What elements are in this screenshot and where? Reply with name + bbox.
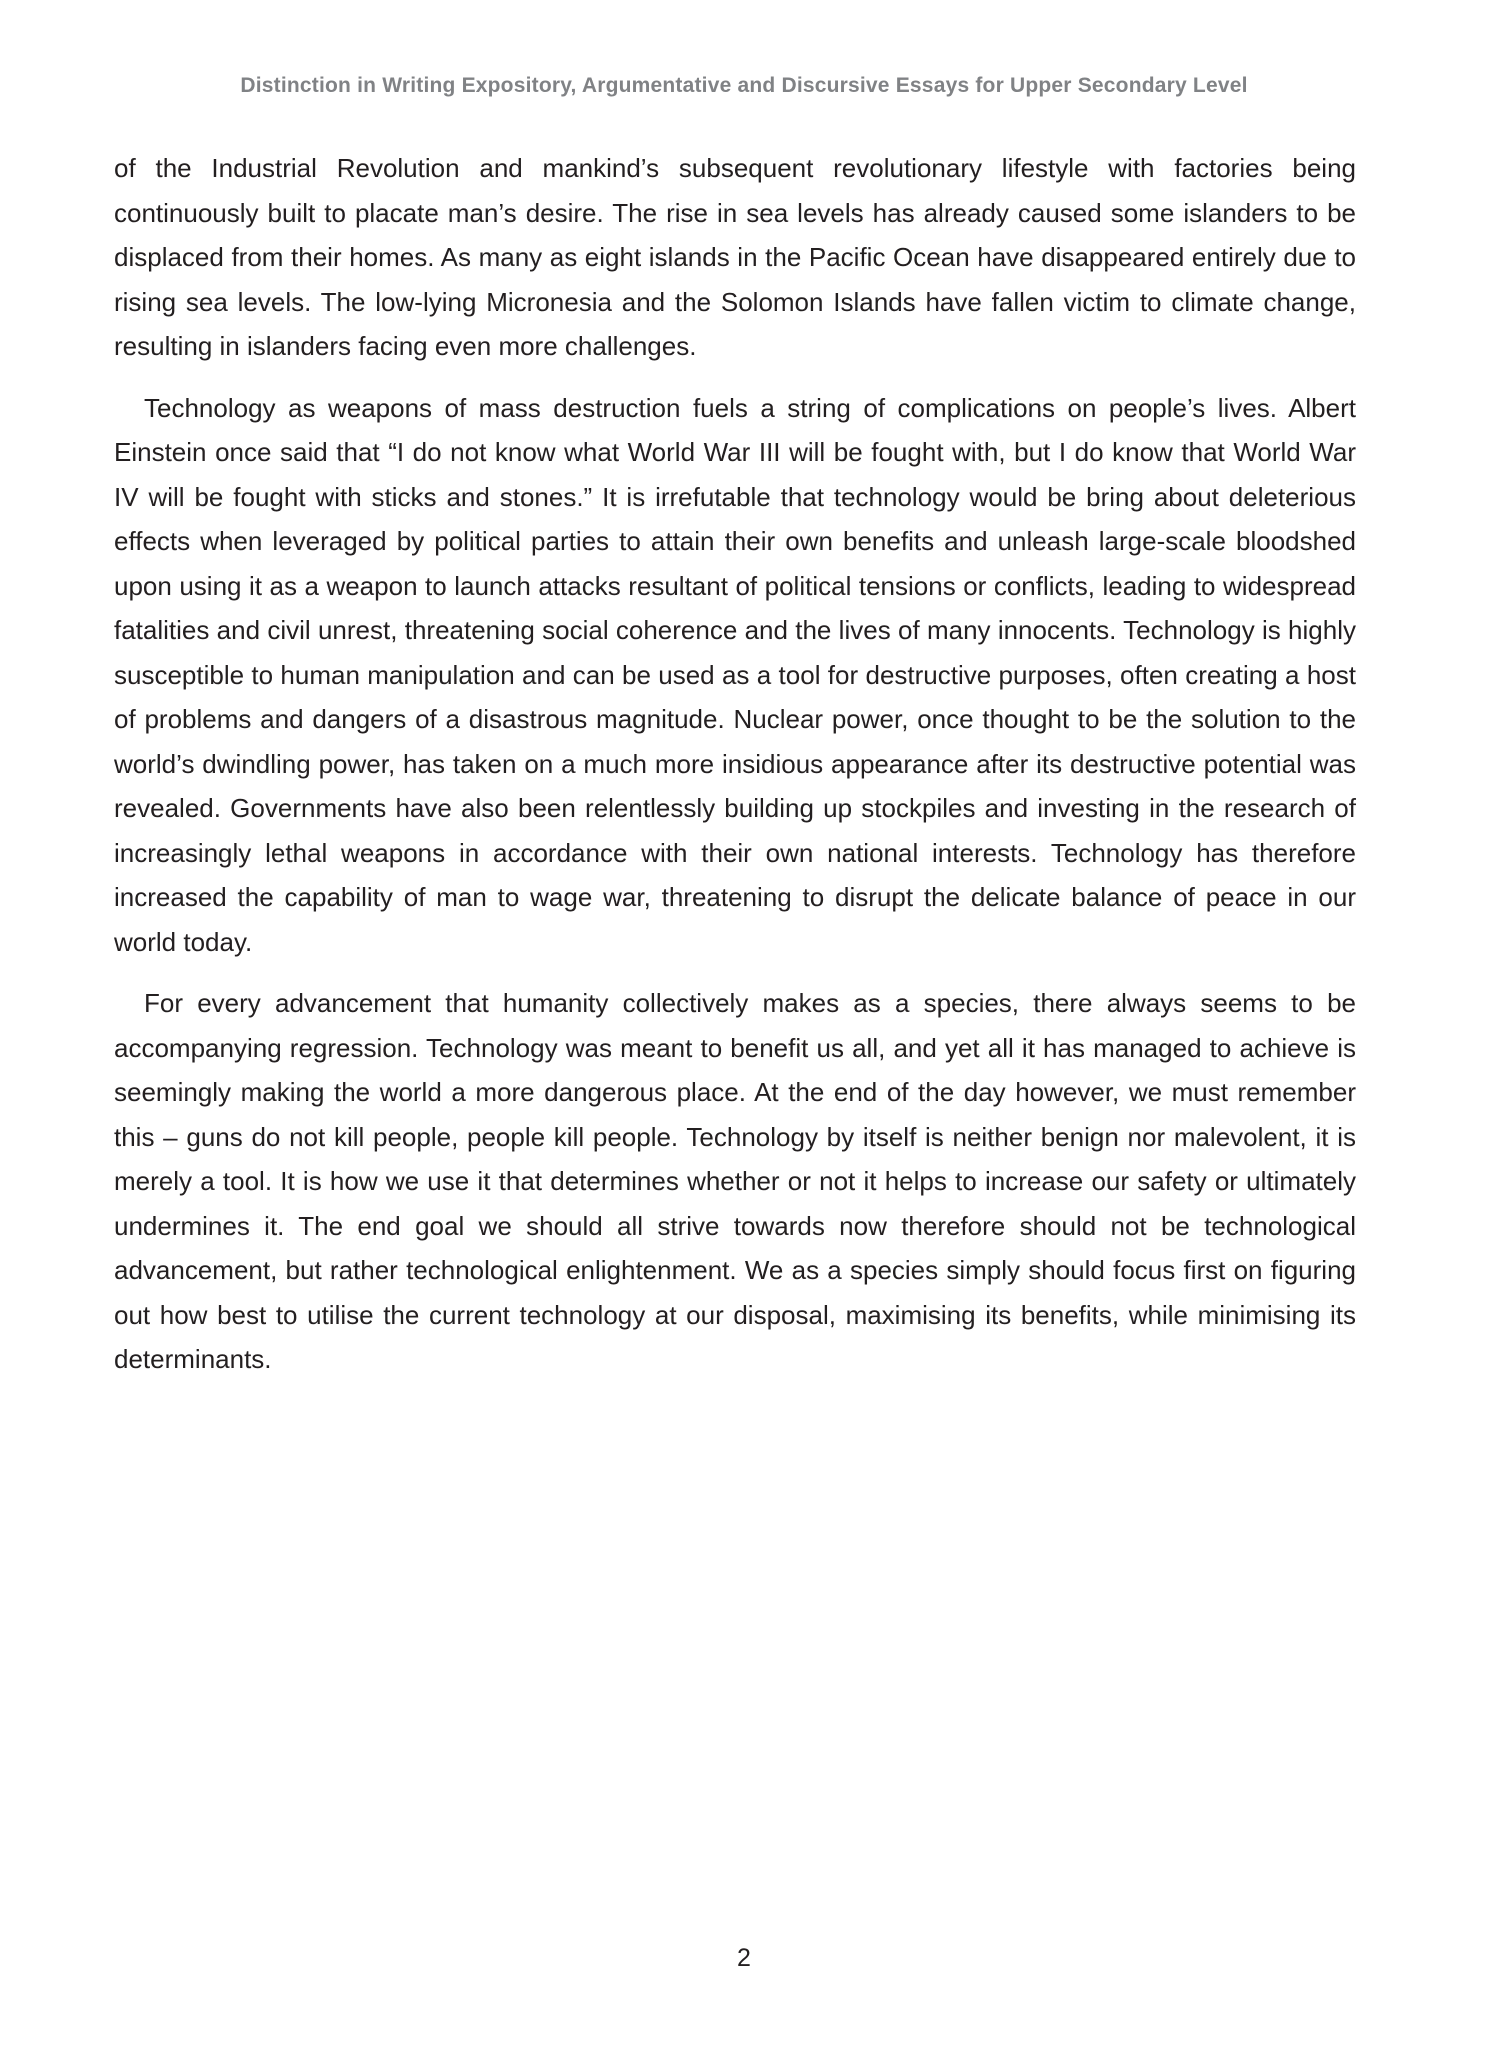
page-number: 2 [737,1944,751,1972]
essay-paragraph: For every advancement that humanity collectively makes as a species, there always seems to be accompanying regression. Technology was meant to benefit us all, and yet all it has managed to achieve is seemingly making the world a more dangerous place. At the end of the day however, we must remember this – guns do not kill people, people kill people. Technology by itself is neither benign nor malevolent, it is merely a tool. It is how we use it that determines whether or not it helps to increase our safety or ultimately undermines it. The end goal we should all strive towards now therefore should not be technological advancement, but rather technological enlightenment. We as a species simply should focus first on figuring out how best to utilise the current technology at our disposal, maximising its benefits, while minimising its determinants. [114,988,1356,1374]
essay-body [114,146,1356,1399]
essay-paragraph: Technology as weapons of mass destruction fuels a string of complications on people’s lives. Albert Einstein once said that “I do not know what World War III will be fought with, but I do know that World War IV will be fought with sticks and stones.” It is irrefutable that technology would be bring about deleterious effects when leveraged by political parties to attain their own benefits and unleash large-scale bloodshed upon using it as a weapon to launch attacks resultant of political tensions or conflicts, leading to widespread fatalities and civil unrest, threatening social coherence and the lives of many innocents. Technology is highly susceptible to human manipulation and can be used as a tool for destructive purposes, often creating a host of problems and dangers of a disastrous magnitude. Nuclear power, once thought to be the solution to the world’s dwindling power, has taken on a much more insidious appearance after its destructive potential was revealed. Governments have also been relentlessly building up stockpiles and investing in the research of increasingly lethal weapons in accordance with their own national interests. Technology has therefore increased the capability of man to wage war, threatening to disrupt the delicate balance of peace in our world today. [114,392,1356,957]
essay-paragraph: of the Industrial Revolution and mankind’s subsequent revolutionary lifestyle with factories being continuously built to placate man’s desire. The rise in sea levels has already caused some islanders to be displaced from their homes. As many as eight islands in the Pacific Ocean have disappeared entirely due to rising sea levels. The low-lying Micronesia and the Solomon Islands have fallen victim to climate change, resulting in islanders facing even more challenges. [114,153,1356,361]
running-header: Distinction in Writing Expository, Argumentative and Discursive Essays for Upper Secondary Level [240,74,1248,97]
